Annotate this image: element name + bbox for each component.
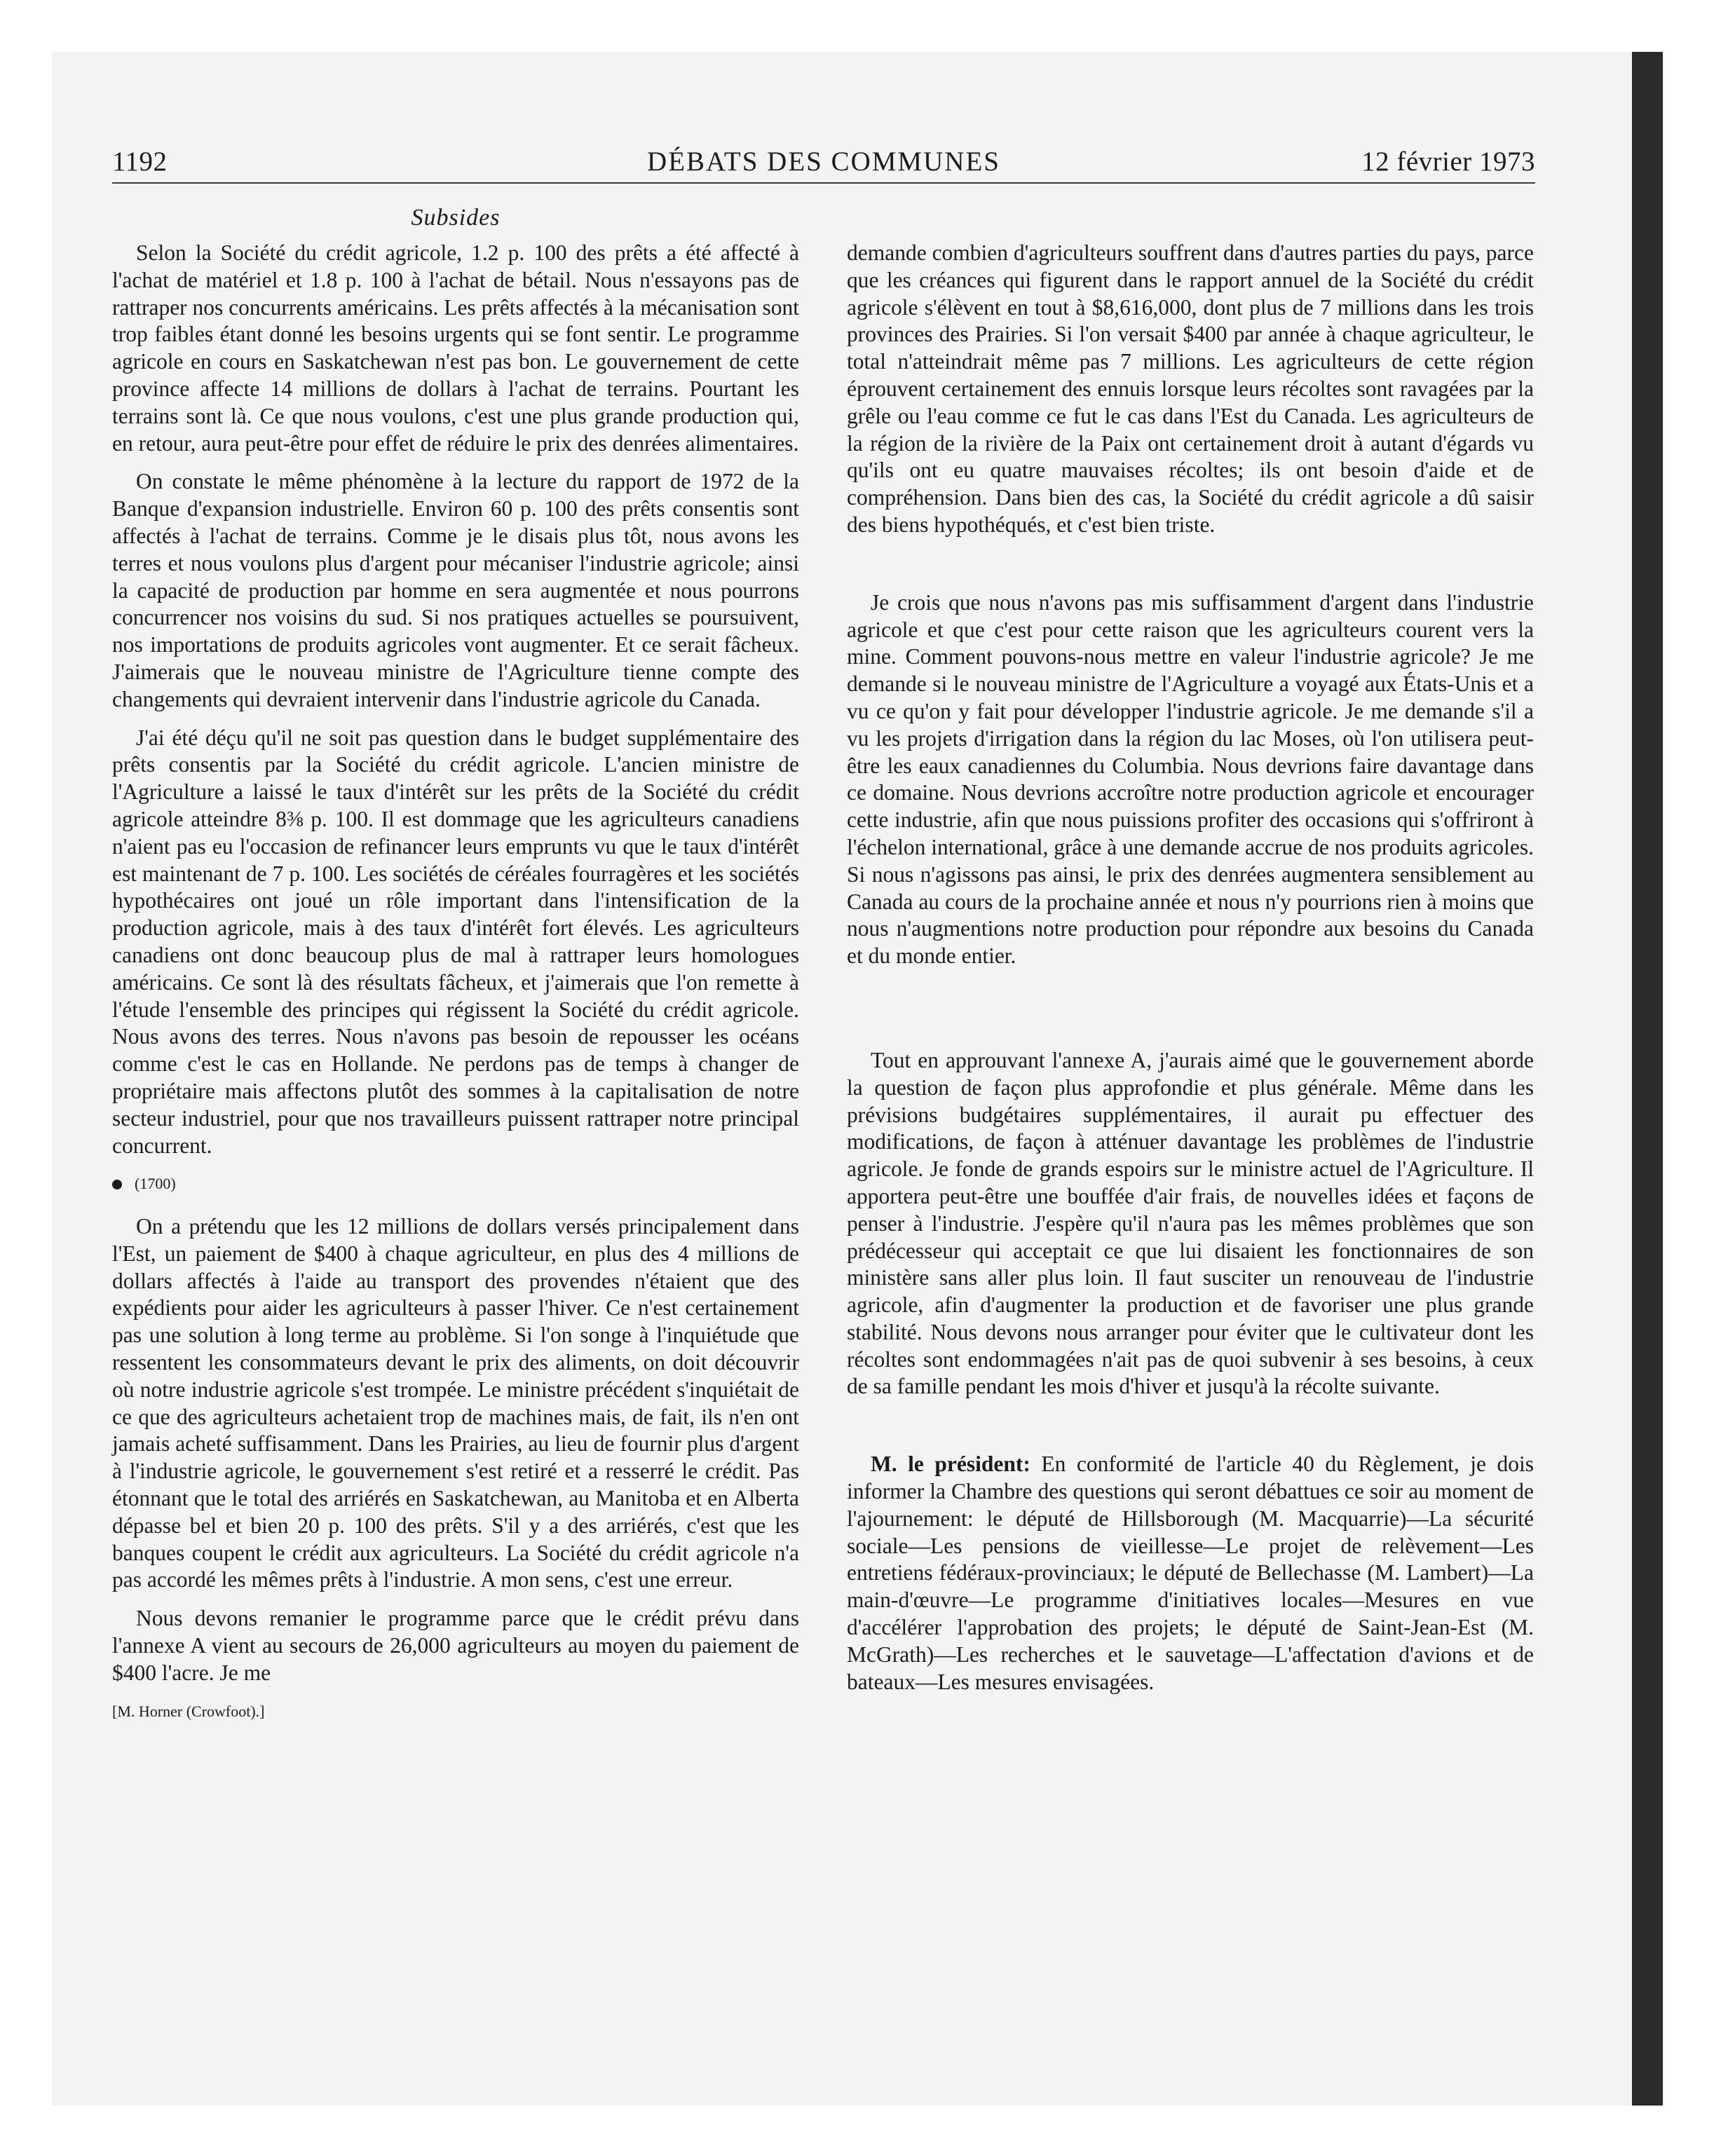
speaker-text: En conformité de l'article 40 du Règlement, je dois informer la Chambre des questions qui seront débattues ce soir au moment de l'ajournement: le député de Hillsborough (M. Macquarrie)—La sécurité sociale—Les pensions de vieillesse—Le projet de relèvement—Les entretiens fédéraux-provinciaux; le député de Bellechasse (M. Lambert)—La main-d'œuvre—Le programme d'initiatives locales—Mesures en vue d'accélérer l'approbation des projets; le député de Saint-Jean-Est (M. McGrath)—Les recherches et le sauvetage—L'affectation d'avions et de bateaux—Les mesures envisagées.: [847, 1452, 1534, 1694]
speaker-attribution: [M. Horner (Crowfoot).]: [112, 1702, 265, 1720]
paragraph: On constate le même phénomène à la lecture du rapport de 1972 de la Banque d'expansion industrielle. Environ 60 p. 100 des prêts consentis sont affectés à l'achat de terrains. Comme je le disais plus tôt, nous avons les terres et nous voulons plus d'argent pour mécaniser l'industrie agricole; ainsi la capacité de production par homme en sera augmentée et nous pourrons concurrencer nos voisins du sud. Si nos pratiques actuelles se poursuivent, nos importations de produits agricoles vont augmenter. Et ce serait fâcheux. J'aimerais que le nouveau ministre de l'Agriculture tienne compte des changements qui devraient intervenir dans l'industrie agricole du Canada.: [112, 469, 799, 711]
paragraph: Tout en approuvant l'annexe A, j'aurais aimé que le gouvernement aborde la question de façon plus approfondie et plus générale. Même dans les prévisions budgétaires supplémentaires, il aurait pu effectuer des modifications, de façon à atténuer davantage les problèmes de l'industrie agricole. Je fonde de grands espoirs sur le ministre actuel de l'Agriculture. Il apportera peut-être une bouffée d'air frais, de nouvelles idées et façons de penser à l'industrie. J'espère qu'il n'aura pas les mêmes problèmes que son prédécesseur qui acceptait ce que lui disaient les fonctionnaires de son ministère sans aller plus loin. Il faut susciter un renouveau de l'industrie agricole, afin d'augmenter la production et de favoriser une plus grande stabilité. Nous devons nous arranger pour éviter que le cultivateur dont les récoltes sont endommagées n'ait pas de quoi subvenir à ses besoins, à ceux de sa famille pendant les mois d'hiver et jusqu'à la récolte suivante.: [847, 1047, 1534, 1399]
scan-edge-bar: [1632, 52, 1663, 2106]
page-date: 12 février 1973: [1361, 146, 1535, 177]
paragraph: Nous devons remanier le programme parce que le crédit prévu dans l'annexe A vient au secours de 26,000 agriculteurs au moyen du paiement de $400 l'acre. Je me: [112, 1606, 799, 1685]
left-column: [112, 240, 799, 1736]
paragraph: On a prétendu que les 12 millions de dollars versés principalement dans l'Est, un paiement de $400 à chaque agriculteur, en plus des 4 millions de dollars affectés à l'aide au transport des provendes n'étaient que des expédients pour aider les agriculteurs à passer l'hiver. Ce n'est certainement pas une solution à long terme au problème. Si l'on songe à l'inquiétude que ressentent les consommateurs devant le prix des aliments, on doit découvrir où notre industrie agricole s'est trompée. Le ministre précédent s'inquiétait de ce que des agriculteurs achetaient trop de machines mais, de fait, ils n'en ont jamais acheté suffisamment. Dans les Prairies, au lieu de fournir plus d'argent à l'industrie agricole, le gouvernement s'est retiré et a resserré le crédit. Pas étonnant que le total des arriérés en Saskatchewan, au Manitoba et en Alberta dépasse bel et bien 20 p. 100 des prêts. S'il y a des arriérés, c'est que les banques coupent le crédit aux agriculteurs. La Société du crédit agricole n'a pas accordé les mêmes prêts à l'industrie. A mon sens, c'est une erreur.: [112, 1214, 799, 1592]
speaker-name: M. le président:: [871, 1452, 1030, 1477]
section-title: Subsides: [411, 205, 501, 231]
paragraph: demande combien d'agriculteurs souffrent dans d'autres parties du pays, parce que les créances qui figurent dans le rapport annuel de la Société du crédit agricole s'élèvent en tout à $8,616,000, dont plus de 7 millions dans les trois provinces des Prairies. Si l'on versait $400 par année à chaque agriculteur, le total n'atteindrait même pas 7 millions. Les agriculteurs de cette région éprouvent certainement des ennuis lorsque leurs récoltes sont ravagées par la grêle ou l'eau comme ce fut le cas dans l'Est du Canada. Les agriculteurs de la région de la rivière de la Paix ont certainement droit à autant d'égards vu qu'ils ont eu quatre mauvaises récoltes; ils ont besoin d'aide et de compréhension. Dans bien des cas, la Société du crédit agricole a dû saisir des biens hypothéqués, et c'est bien triste.: [847, 240, 1534, 537]
header-rule: [112, 182, 1535, 184]
paragraph-speaker: [847, 1451, 1534, 1696]
paragraph: Je crois que nous n'avons pas mis suffisamment d'argent dans l'industrie agricole et que c'est pour cette raison que les agriculteurs courent vers la mine. Comment pouvons-nous mettre en valeur l'industrie agricole? Je me demande si le nouveau ministre de l'Agriculture a voyagé aux États-Unis et a vu ce qu'on y fait pour développer l'industrie agricole. Je me demande s'il a vu les projets d'irrigation dans la région du lac Moses, où l'on utilisera peut-être les eaux canadiennes du Columbia. Nous devrions faire davantage dans ce domaine. Nous devrions accroître notre production agricole et encourager cette industrie, afin que nous puissions profiter des occasions qui s'offriront à l'échelon international, grâce à une demande accrue de nos produits agricoles. Si nous n'agissons pas ainsi, le prix des denrées augmentera sensiblement au Canada au cours de la prochaine année et nous n'y pourrions rien à moins que nous n'augmentions notre production pour répondre aux besoins du Canada et du monde entier.: [847, 589, 1535, 969]
time-marker-label: (1700): [135, 1175, 176, 1193]
publication-title: DÉBATS DES COMMUNES: [647, 146, 1000, 177]
page-header: [112, 146, 1535, 185]
right-column: [847, 240, 1534, 1707]
paragraph: J'ai été déçu qu'il ne soit pas question dans le budget supplémentaire des prêts consentis par la Société du crédit agricole. L'ancien ministre de l'Agriculture a laissé le taux d'intérêt sur les prêts de la Société du crédit agricole atteindre 8⅜ p. 100. Il est dommage que les agriculteurs canadiens n'aient pas eu l'occasion de refinancer leurs emprunts vu que le taux d'intérêt est maintenant de 7 p. 100. Les sociétés de céréales fourragères et les sociétés hypothécaires ont joué un rôle important dans l'intensification de la production agricole, mais à des taux d'intérêt fort élevés. Les agriculteurs canadiens ont donc beaucoup plus de mal à rattraper leurs homologues américains. Ce sont là des résultats fâcheux, et j'aimerais que l'on remette à l'étude l'ensemble des principes qui régissent la Société du crédit agricole. Nous avons des terres. Nous n'avons pas besoin de repousser les océans comme c'est le cas en Hollande. Ne perdons pas de temps à changer de propriétaire mais affectons plutôt des sommes à la capitalisation de notre secteur industriel, pour que nos travailleurs puissent rattraper notre principal concurrent.: [112, 725, 799, 1158]
page-number: 1192: [112, 146, 168, 177]
bullet-icon: [112, 1180, 122, 1189]
paragraph: Selon la Société du crédit agricole, 1.2 p. 100 des prêts a été affecté à l'achat de matériel et 1.8 p. 100 à l'achat de bétail. Nous n'essayons pas de rattraper nos concurrents américains. Les prêts affectés à la mécanisation sont trop faibles étant donné les besoins urgents qui se font sentir. Le programme agricole en cours en Saskatchewan n'est pas bon. Le gouvernement de cette province affecte 14 millions de dollars à l'achat de terrains. Pourtant les terrains sont là. Ce que nous voulons, c'est une plus grande production qui, en retour, aura peut-être pour effet de réduire le prix des denrées alimentaires.: [112, 240, 799, 456]
time-marker: [112, 1171, 799, 1198]
